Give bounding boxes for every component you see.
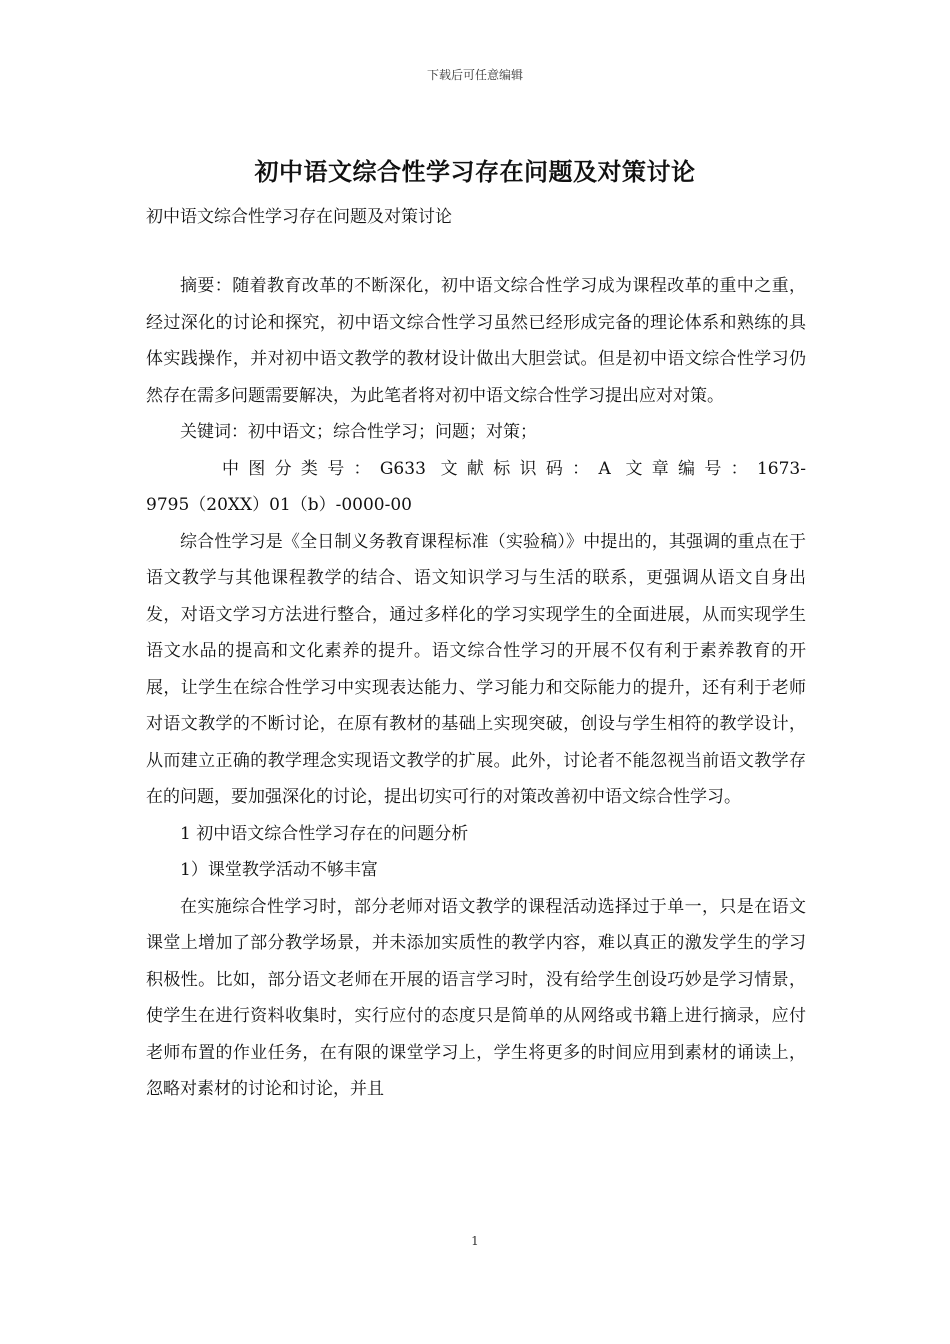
page-number: 1	[471, 1234, 479, 1248]
page-header: 下载后可任意编辑	[426, 68, 523, 82]
document-subtitle: 初中语文综合性学习存在问题及对策讨论	[146, 207, 452, 227]
document-body	[146, 268, 806, 1108]
classification-line-2: 9795（20XX）01（b）-0000-00	[146, 495, 412, 515]
document-title: 初中语文综合性学习存在问题及对策讨论	[254, 157, 696, 186]
intro-paragraph: 综合性学习是《全日制义务教育课程标准（实验稿）》中提出的，其强调的重点在于语文教学与其他课程教学的结合、语文知识学习与生活的联系，更强调从语文自身出发，对语文学习方法进行整合，通过多样化的学习实现学生的全面进展，从而实现学生语文水品的提高和文化素养的提升。语文综合性学习的开展不仅有利于素养教育的开展，让学生在综合性学习中实现表达能力、学习能力和交际能力的提升，还有利于老师对语文教学的不断讨论，在原有教材的基础上实现突破，创设与学生相符的教学设计，从而建立正确的教学理念实现语文教学的扩展。此外，讨论者不能忽视当前语文教学存在的问题，要加强深化的讨论，提出切实可行的对策改善初中语文综合性学习。	[146, 531, 806, 807]
subsection-heading: 1）课堂教学活动不够丰富	[180, 860, 378, 880]
classification-line-1: 中图分类号：G633 文献标识码：A 文章编号：1673-	[222, 458, 806, 479]
keywords-line: 关键词：初中语文；综合性学习；问题；对策；	[180, 422, 537, 442]
abstract-paragraph: 摘要：随着教育改革的不断深化，初中语文综合性学习成为课程改革的重中之重，经过深化的讨论和探究，初中语文综合性学习虽然已经形成完备的理论体系和熟练的具体实践操作，并对初中语文教学的教材设计做出大胆尝试。但是初中语文综合性学习仍然存在需多问题需要解决，为此笔者将对初中语文综合性学习提出应对对策。	[146, 276, 806, 406]
section-heading: 1 初中语文综合性学习存在的问题分析	[180, 823, 469, 844]
classification-block	[146, 451, 806, 524]
section-paragraph: 在实施综合性学习时，部分老师对语文教学的课程活动选择过于单一，只是在语文课堂上增加了部分教学场景，并未添加实质性的教学内容，难以真正的激发学生的学习积极性。比如，部分语文老师在开展的语言学习时，没有给学生创设巧妙是学习情景，使学生在进行资料收集时，实行应付的态度只是简单的从网络或书籍上进行摘录，应付老师布置的作业任务，在有限的课堂学习上，学生将更多的时间应用到素材的诵读上，忽略对素材的讨论和讨论，并且	[146, 896, 806, 1099]
